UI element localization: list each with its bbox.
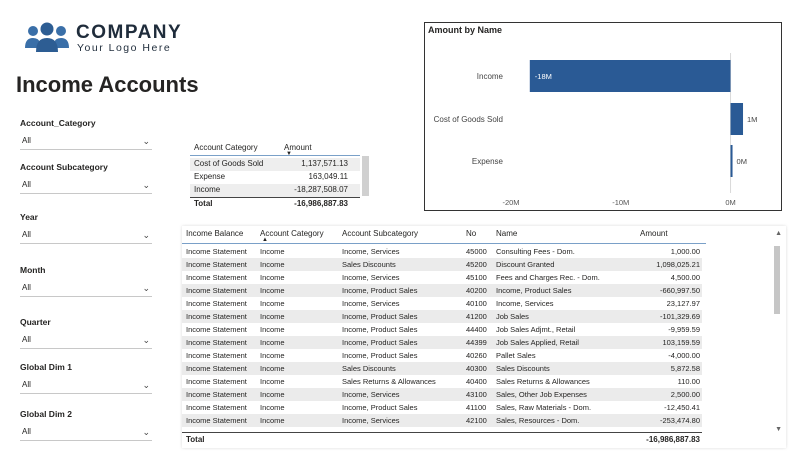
cell-income-balance: Income Statement [186, 377, 247, 386]
chevron-down-icon: ⌄ [142, 180, 150, 190]
cell-amount: 2,500.00 [670, 390, 700, 399]
cell-account-category: Income [260, 286, 285, 295]
slicer-label: Global Dim 1 [20, 362, 72, 372]
chart-title: Amount by Name [428, 25, 503, 35]
column-header-account-category[interactable]: Account Category [194, 143, 258, 152]
total-value: -16,986,887.83 [294, 199, 348, 208]
chevron-down-icon: ⌄ [142, 230, 150, 240]
column-header-income-balance[interactable]: Income Balance [186, 229, 244, 238]
cell-no: 40100 [466, 299, 487, 308]
sort-desc-icon: ▼ [286, 151, 292, 157]
cell-name: Sales, Other Job Expenses [496, 390, 587, 399]
cell-no: 44399 [466, 338, 487, 347]
cell-income-balance: Income Statement [186, 351, 247, 360]
summary-table [190, 140, 372, 210]
table-row[interactable] [182, 388, 702, 401]
cell-no: 41100 [466, 403, 487, 412]
cell-name: Income, Services [496, 299, 554, 308]
cell-amount: 1,137,571.13 [301, 159, 348, 168]
cell-account-category: Income [260, 351, 285, 360]
cell-account-category: Income [260, 273, 285, 282]
cell-account-subcategory: Income, Services [342, 390, 400, 399]
cell-income-balance: Income Statement [186, 247, 247, 256]
people-group-icon [24, 22, 70, 54]
slicer-dropdown[interactable] [20, 178, 152, 194]
table-row[interactable] [182, 323, 702, 336]
scroll-down-icon[interactable]: ▼ [775, 426, 782, 433]
amount-by-name-chart [424, 22, 782, 211]
slicer-label: Account_Category [20, 118, 96, 128]
slicer-label: Account Subcategory [20, 162, 108, 172]
table-row[interactable] [190, 184, 360, 197]
slicer-label: Month [20, 265, 46, 275]
cell-account-category: Income [260, 390, 285, 399]
cell-no: 40400 [466, 377, 487, 386]
cell-name: Income, Product Sales [496, 286, 572, 295]
slicer-dropdown[interactable] [20, 281, 152, 297]
cell-account-subcategory: Income, Services [342, 273, 400, 282]
table-row[interactable] [182, 284, 702, 297]
slicer-year [20, 212, 152, 244]
summary-table-header [190, 140, 360, 156]
x-tick-label: -10M [612, 198, 630, 207]
cell-account-subcategory: Income, Product Sales [342, 338, 418, 347]
slicer-dropdown[interactable] [20, 228, 152, 244]
cell-amount: 1,098,025.21 [656, 260, 700, 269]
slicer-dropdown[interactable] [20, 378, 152, 394]
slicer-quarter [20, 317, 152, 349]
cell-amount: 1,000.00 [670, 247, 700, 256]
table-row[interactable] [182, 336, 702, 349]
y-tick-label: Income [476, 72, 503, 81]
bar-income[interactable] [530, 60, 731, 92]
cell-account-category: Income [260, 338, 285, 347]
cell-name: Sales Returns & Allowances [496, 377, 590, 386]
table-row[interactable] [182, 258, 702, 271]
cell-no: 41200 [466, 312, 487, 321]
cell-no: 40260 [466, 351, 487, 360]
slicer-dropdown[interactable] [20, 333, 152, 349]
y-tick-label: Expense [471, 157, 503, 166]
sort-asc-icon: ▲ [262, 237, 268, 243]
cell-account-subcategory: Income, Product Sales [342, 286, 418, 295]
cell-amount: -101,329.69 [659, 312, 700, 321]
slicer-label: Year [20, 212, 38, 222]
slicer-value: All [22, 230, 31, 239]
bar-cost-of-goods-sold[interactable] [731, 103, 743, 135]
table-row[interactable] [182, 362, 702, 375]
logo-company-text: COMPANY [76, 22, 183, 43]
cell-account-subcategory: Sales Discounts [342, 364, 396, 373]
chevron-down-icon: ⌄ [142, 136, 150, 146]
cell-account-category: Income [260, 247, 285, 256]
data-label: 1M [747, 115, 758, 124]
cell-account-category: Income [260, 364, 285, 373]
slicer-global-dim-2 [20, 409, 152, 441]
cell-amount: -253,474.80 [659, 416, 700, 425]
slicer-global-dim-1 [20, 362, 152, 394]
cell-account-subcategory: Income, Services [342, 247, 400, 256]
cell-account-subcategory: Sales Returns & Allowances [342, 377, 436, 386]
cell-account-category: Income [260, 377, 285, 386]
cell-amount: -4,000.00 [668, 351, 700, 360]
slicer-value: All [22, 180, 31, 189]
cell-account-category: Income [260, 325, 285, 334]
cell-no: 43100 [466, 390, 487, 399]
cell-name: Job Sales Adjmt., Retail [496, 325, 576, 334]
cell-no: 40200 [466, 286, 487, 295]
cell-name: Discount Granted [496, 260, 555, 269]
cell-amount: 23,127.97 [666, 299, 700, 308]
cell-account-category: Income [260, 416, 285, 425]
detail-table [182, 226, 786, 448]
slicer-value: All [22, 380, 31, 389]
total-label: Total [194, 199, 213, 208]
cell-name: Consulting Fees - Dom. [496, 247, 575, 256]
slicer-month [20, 265, 152, 297]
cell-category: Expense [194, 172, 226, 181]
table-row[interactable] [182, 245, 702, 258]
slicer-dropdown[interactable] [20, 134, 152, 150]
column-header-amount[interactable]: Amount [284, 143, 312, 152]
total-label: Total [186, 435, 205, 444]
cell-income-balance: Income Statement [186, 299, 247, 308]
x-tick-label: -20M [502, 198, 520, 207]
slicer-value: All [22, 136, 31, 145]
cell-name: Fees and Charges Rec. - Dom. [496, 273, 600, 282]
table-total-row [182, 432, 702, 446]
cell-income-balance: Income Statement [186, 260, 247, 269]
column-header-account-subcategory[interactable]: Account Subcategory [342, 229, 419, 238]
cell-no: 40300 [466, 364, 487, 373]
slicer-account-subcategory [20, 162, 152, 194]
cell-account-category: Income [260, 403, 285, 412]
company-logo [24, 20, 194, 56]
chevron-down-icon: ⌄ [142, 283, 150, 293]
cell-category: Income [194, 185, 221, 194]
cell-name: Job Sales [496, 312, 529, 321]
slicer-account-category [20, 118, 152, 150]
cell-income-balance: Income Statement [186, 390, 247, 399]
chevron-down-icon: ⌄ [142, 427, 150, 437]
bar-expense[interactable] [731, 145, 733, 177]
column-header-no[interactable]: No [466, 229, 477, 238]
table-row[interactable] [182, 349, 702, 362]
bar-chart-svg [425, 23, 783, 212]
cell-amount: 4,500.00 [670, 273, 700, 282]
cell-name: Sales, Resources - Dom. [496, 416, 580, 425]
cell-name: Job Sales Applied, Retail [496, 338, 579, 347]
cell-amount: -9,959.59 [668, 325, 700, 334]
cell-account-subcategory: Sales Discounts [342, 260, 396, 269]
cell-no: 42100 [466, 416, 487, 425]
table-row[interactable] [190, 171, 360, 184]
chevron-down-icon: ⌄ [142, 380, 150, 390]
cell-account-subcategory: Income, Product Sales [342, 403, 418, 412]
table-total-row [190, 197, 360, 210]
slicer-label: Global Dim 2 [20, 409, 72, 419]
slicer-label: Quarter [20, 317, 51, 327]
cell-income-balance: Income Statement [186, 325, 247, 334]
table-row[interactable] [182, 414, 702, 427]
cell-income-balance: Income Statement [186, 403, 247, 412]
table-row[interactable] [190, 158, 360, 171]
cell-amount: 110.00 [677, 377, 700, 386]
data-label: -18M [534, 72, 552, 81]
cell-no: 45100 [466, 273, 487, 282]
slicer-dropdown[interactable] [20, 425, 152, 441]
cell-amount: -12,450.41 [664, 403, 700, 412]
cell-income-balance: Income Statement [186, 312, 247, 321]
slicer-value: All [22, 335, 31, 344]
cell-amount: 5,872.58 [670, 364, 700, 373]
cell-name: Sales Discounts [496, 364, 550, 373]
summary-scrollbar[interactable] [362, 156, 369, 196]
scroll-up-icon[interactable]: ▲ [775, 230, 782, 237]
column-header-amount[interactable]: Amount [640, 229, 668, 238]
cell-income-balance: Income Statement [186, 416, 247, 425]
detail-scrollbar-thumb[interactable] [774, 246, 780, 314]
cell-account-category: Income [260, 299, 285, 308]
table-row[interactable] [182, 271, 702, 284]
cell-income-balance: Income Statement [186, 286, 247, 295]
cell-account-subcategory: Income, Product Sales [342, 312, 418, 321]
data-label: 0M [736, 157, 747, 166]
cell-amount: -18,287,508.07 [294, 185, 348, 194]
column-header-account-category[interactable]: Account Category [260, 229, 324, 238]
total-value: -16,986,887.83 [646, 435, 700, 444]
cell-name: Pallet Sales [496, 351, 536, 360]
cell-name: Sales, Raw Materials - Dom. [496, 403, 592, 412]
x-tick-label: 0M [725, 198, 736, 207]
logo-tagline: Your Logo Here [77, 42, 172, 54]
cell-account-category: Income [260, 260, 285, 269]
table-row[interactable] [182, 401, 702, 414]
cell-account-subcategory: Income, Product Sales [342, 325, 418, 334]
detail-table-header [182, 226, 706, 244]
slicer-value: All [22, 427, 31, 436]
cell-no: 45000 [466, 247, 487, 256]
chevron-down-icon: ⌄ [142, 335, 150, 345]
cell-amount: 163,049.11 [308, 172, 348, 181]
cell-amount: -660,997.50 [659, 286, 700, 295]
cell-account-category: Income [260, 312, 285, 321]
slicer-value: All [22, 283, 31, 292]
cell-category: Cost of Goods Sold [194, 159, 264, 168]
column-header-name[interactable]: Name [496, 229, 518, 238]
cell-account-subcategory: Income, Product Sales [342, 351, 418, 360]
cell-no: 45200 [466, 260, 487, 269]
cell-account-subcategory: Income, Services [342, 299, 400, 308]
table-row[interactable] [182, 297, 702, 310]
cell-account-subcategory: Income, Services [342, 416, 400, 425]
cell-no: 44400 [466, 325, 487, 334]
cell-income-balance: Income Statement [186, 338, 247, 347]
y-tick-label: Cost of Goods Sold [433, 115, 503, 124]
table-row[interactable] [182, 310, 702, 323]
table-row[interactable] [182, 375, 702, 388]
cell-amount: 103,159.59 [662, 338, 700, 347]
cell-income-balance: Income Statement [186, 364, 247, 373]
cell-income-balance: Income Statement [186, 273, 247, 282]
page-title: Income Accounts [16, 72, 199, 97]
